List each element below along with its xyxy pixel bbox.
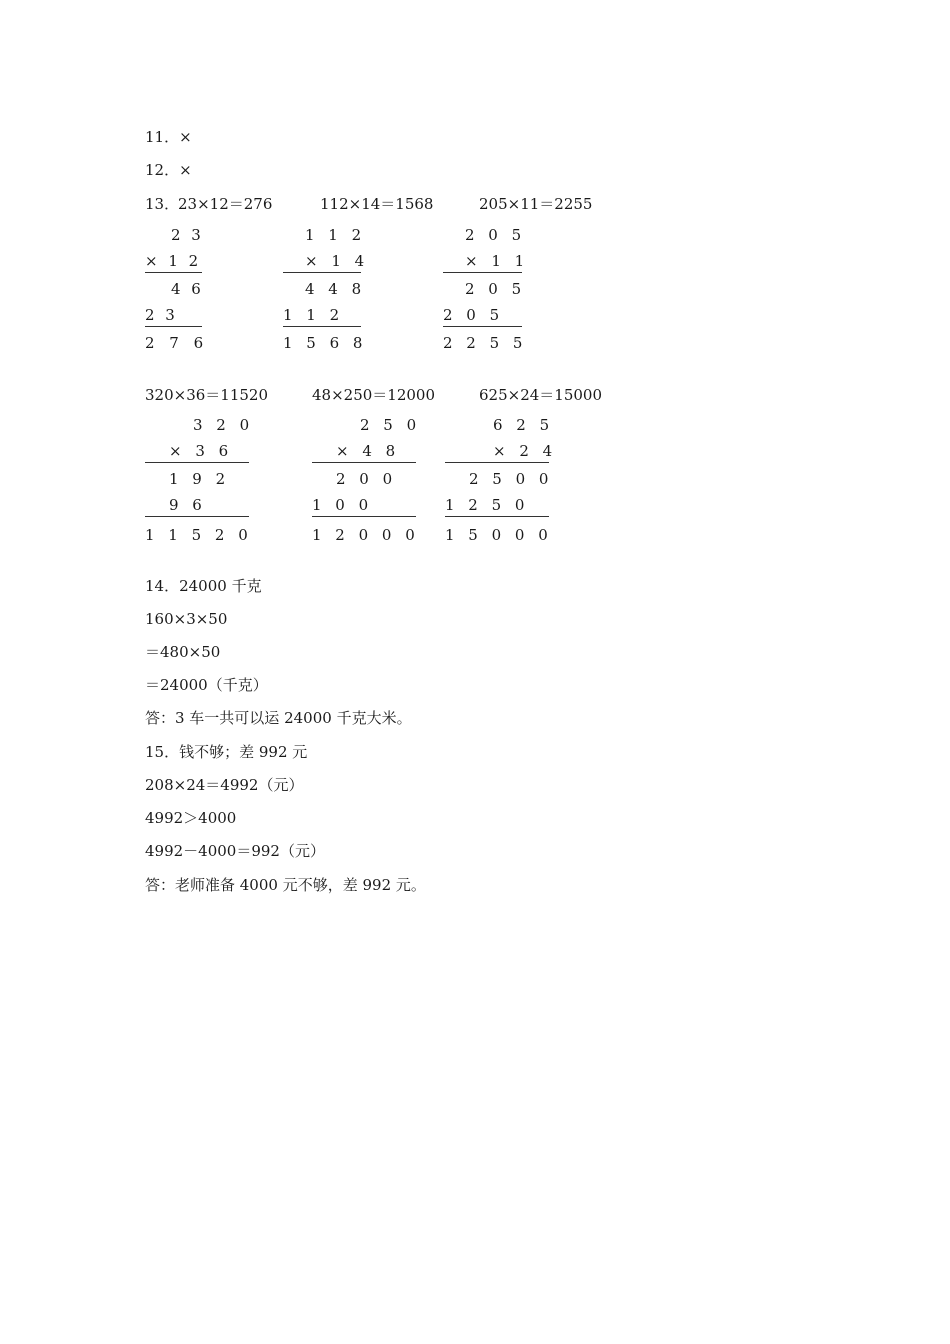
- calc-rule: [145, 326, 202, 327]
- calc-row: × 1 4: [305, 252, 365, 270]
- calc-rule: [145, 462, 249, 463]
- answer-15-conclusion: 答：老师准备 4000 元不够，差 992 元。: [145, 876, 426, 894]
- answer-15-step-3: 4992－4000＝992（元）: [145, 842, 325, 860]
- calc-row: 4 4 8: [305, 280, 362, 298]
- calc-row: 1 2 5 0: [445, 496, 525, 514]
- calc-row: 2 0 5: [465, 226, 522, 244]
- calc-rule: [145, 272, 202, 273]
- calc-row: 1 5 6 8: [283, 334, 363, 352]
- calc-row: 2 5 0: [360, 416, 417, 434]
- calc-row: 2 0 0: [336, 470, 393, 488]
- calc-row: 2 0 5: [443, 306, 500, 324]
- calc-row: 2 5 0 0: [469, 470, 549, 488]
- calc-row: 9 6: [169, 496, 202, 514]
- calc-row: 2 0 5: [465, 280, 522, 298]
- answer-15: 15．钱不够；差 992 元: [145, 743, 308, 761]
- calc-rule: [283, 326, 361, 327]
- calc-rule: [445, 516, 549, 517]
- calc-rule: [283, 272, 361, 273]
- answer-13-number: 13．: [145, 195, 180, 213]
- calc-row: 3 2 0: [193, 416, 250, 434]
- calc-rule: [443, 326, 522, 327]
- calc-row: 1 2 0 0 0: [312, 526, 415, 544]
- calc-row: × 2 4: [493, 442, 553, 460]
- calc-row: 1 5 0 0 0: [445, 526, 548, 544]
- calc-rule: [443, 272, 522, 273]
- answer-14-step-2: ＝480×50: [145, 643, 221, 661]
- calc-rule: [145, 516, 249, 517]
- calc-rule: [312, 516, 416, 517]
- calc-row: × 1 2: [145, 252, 199, 270]
- calc-row: 1 9 2: [169, 470, 226, 488]
- answer-14: 14．24000 千克: [145, 577, 262, 595]
- calc-row: × 1 1: [465, 252, 525, 270]
- answer-14-conclusion: 答：3 车一共可以运 24000 千克大米。: [145, 709, 412, 727]
- answer-14-step-3: ＝24000（千克）: [145, 676, 268, 694]
- equation-4: 320×36＝11520: [145, 386, 269, 404]
- equation-5: 48×250＝12000: [312, 386, 436, 404]
- calc-row: 4 6: [171, 280, 201, 298]
- answer-15-step-2: 4992＞4000: [145, 809, 237, 827]
- equation-6: 625×24＝15000: [479, 386, 603, 404]
- calc-row: × 3 6: [169, 442, 229, 460]
- calc-row: 1 0 0: [312, 496, 369, 514]
- calc-row: 1 1 5 2 0: [145, 526, 248, 544]
- calc-row: 2 3: [145, 306, 175, 324]
- calc-row: 2 3: [171, 226, 201, 244]
- calc-row: × 4 8: [336, 442, 396, 460]
- calc-row: 6 2 5: [493, 416, 550, 434]
- answer-12: 12．×: [145, 161, 192, 179]
- answer-15-step-1: 208×24＝4992（元）: [145, 776, 304, 794]
- equation-2: 112×14＝1568: [320, 195, 434, 213]
- calc-row: 2 2 5 5: [443, 334, 523, 352]
- equation-1: 23×12＝276: [178, 195, 273, 213]
- calc-row: 1 1 2: [305, 226, 362, 244]
- answer-14-step-1: 160×3×50: [145, 610, 228, 628]
- equation-3: 205×11＝2255: [479, 195, 593, 213]
- calc-row: 2 7 6: [145, 334, 204, 352]
- calc-row: 1 1 2: [283, 306, 340, 324]
- answer-11: 11．×: [145, 128, 192, 146]
- calc-rule: [312, 462, 416, 463]
- calc-rule: [445, 462, 549, 463]
